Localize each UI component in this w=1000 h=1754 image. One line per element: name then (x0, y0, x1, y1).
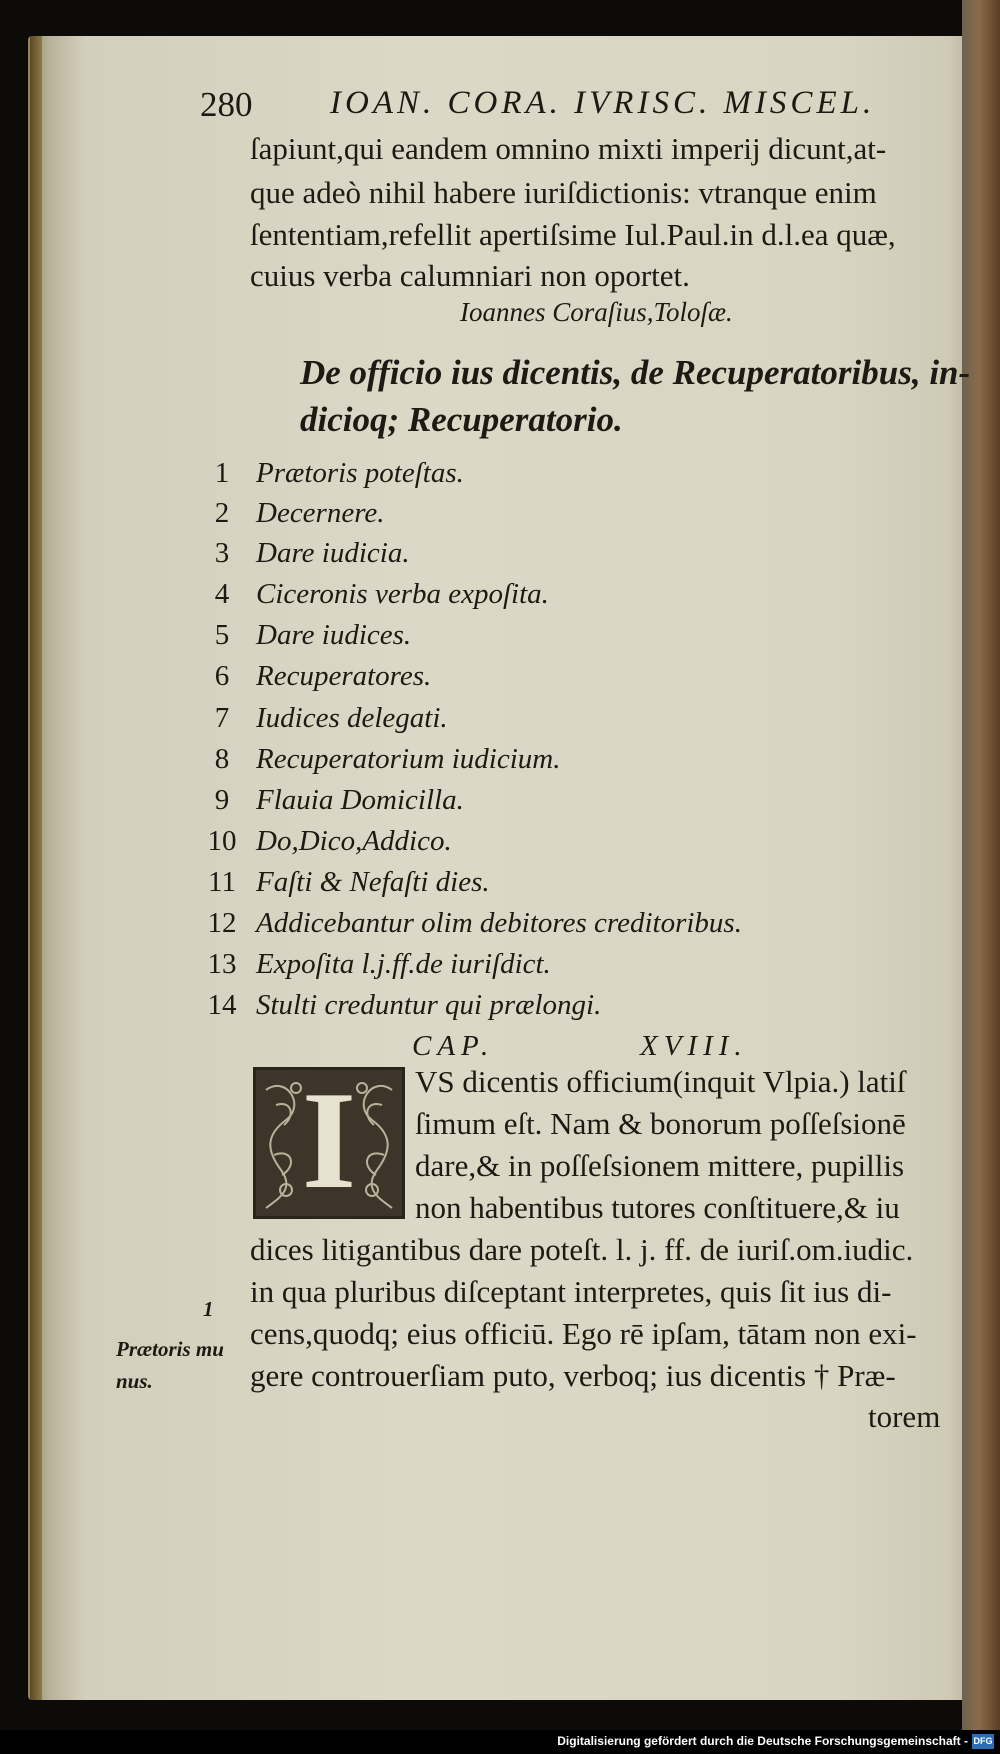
summary-item: Recuperatorium iudicium. (256, 743, 561, 775)
summary-number: 14 (207, 989, 237, 1021)
initial-letter: I (301, 1063, 357, 1218)
summary-item: Dare iudicia. (256, 537, 410, 569)
page-number: 280 (200, 85, 253, 124)
margin-note-text: nus. (116, 1369, 153, 1393)
summary-item: Dare iudices. (256, 619, 412, 651)
margin-note-number: 1 (203, 1297, 214, 1321)
digitization-credit: Digitalisierung gefördert durch die Deutsche Forschungsgemeinschaft - (557, 1734, 968, 1748)
book-fore-edge (962, 0, 1000, 1754)
summary-number: 10 (207, 825, 237, 857)
preceding-text-line: cuius verba calumniari non oportet. (250, 258, 690, 293)
body-line: VS dicentis officium(inquit Vlpia.) latiſ (415, 1064, 906, 1099)
preceding-text-line: ſapiunt,qui eandem omnino mixti imperij dicunt,at- (250, 131, 887, 166)
margin-note-text: Prætoris mu (116, 1337, 224, 1361)
summary-number: 12 (207, 907, 237, 939)
credit-bar (0, 1730, 1000, 1754)
body-line: cens,quodq; eius officiū. Ego rē ipſam, tātam non exi- (250, 1316, 917, 1351)
decorated-initial (253, 1063, 405, 1219)
body-line: non habentibus tutores conſtituere,& iu (415, 1190, 900, 1225)
book-gutter (30, 36, 42, 1700)
summary-item: Recuperatores. (256, 660, 432, 692)
chapter-label: CAP. (412, 1030, 495, 1062)
body-line: ſimum eſt. Nam & bonorum poſſeſsionē (415, 1106, 906, 1141)
body-line: in qua pluribus diſceptant interpretes, quis ſit ius di- (250, 1274, 892, 1309)
chapter-number: XVIII. (640, 1030, 748, 1062)
summary-item: Decernere. (256, 497, 385, 529)
preceding-text-line: ſententiam,refellit apertiſsime Iul.Paul.in d.l.ea quæ, (250, 217, 896, 252)
summary-number: 4 (214, 578, 230, 610)
summary-item: Faſti & Nefaſti dies. (256, 866, 490, 898)
preceding-text-line: que adeò nihil habere iuriſdictionis: vtranque enim (250, 175, 877, 210)
summary-number: 3 (214, 537, 230, 569)
summary-number: 11 (208, 866, 236, 898)
summary-item: Prætoris poteſtas. (256, 457, 464, 489)
summary-item: Ciceronis verba expoſita. (256, 578, 549, 610)
body-line: dare,& in poſſeſsionem mittere, pupillis (415, 1148, 905, 1183)
summary-number: 13 (207, 948, 237, 980)
summary-number: 6 (214, 660, 230, 692)
summary-item: Stulti creduntur qui prælongi. (256, 989, 602, 1021)
summary-number: 9 (214, 784, 230, 816)
catchword: torem (868, 1399, 941, 1434)
body-line: dices litigantibus dare poteſt. l. j. ff. de iuriſ.om.iudic. (250, 1232, 914, 1267)
body-line: gere controuerſiam puto, verboq; ius dicentis † Præ- (250, 1358, 896, 1393)
summary-number: 7 (214, 702, 230, 734)
summary-item: Flauia Domicilla. (256, 784, 464, 816)
summary-number: 5 (214, 619, 230, 651)
summary-number: 8 (214, 743, 230, 775)
chapter-heading-line: De officio ius dicentis, de Recuperatoribus, in- (300, 353, 971, 392)
author-signature: Ioannes Coraſius,Toloſæ. (460, 297, 733, 327)
summary-number: 1 (214, 457, 230, 489)
summary-number: 2 (214, 497, 230, 529)
dfg-logo-icon: DFG (972, 1734, 994, 1749)
summary-item: Iudices delegati. (256, 702, 448, 734)
summary-item: Expoſita l.j.ff.de iuriſdict. (256, 948, 551, 980)
running-head: IOAN. CORA. IVRISC. MISCEL. (330, 85, 876, 121)
summary-item: Do,Dico,Addico. (256, 825, 452, 857)
chapter-heading-line: dicioq; Recuperatorio. (300, 400, 623, 439)
summary-item: Addicebantur olim debitores creditoribus. (256, 907, 742, 939)
